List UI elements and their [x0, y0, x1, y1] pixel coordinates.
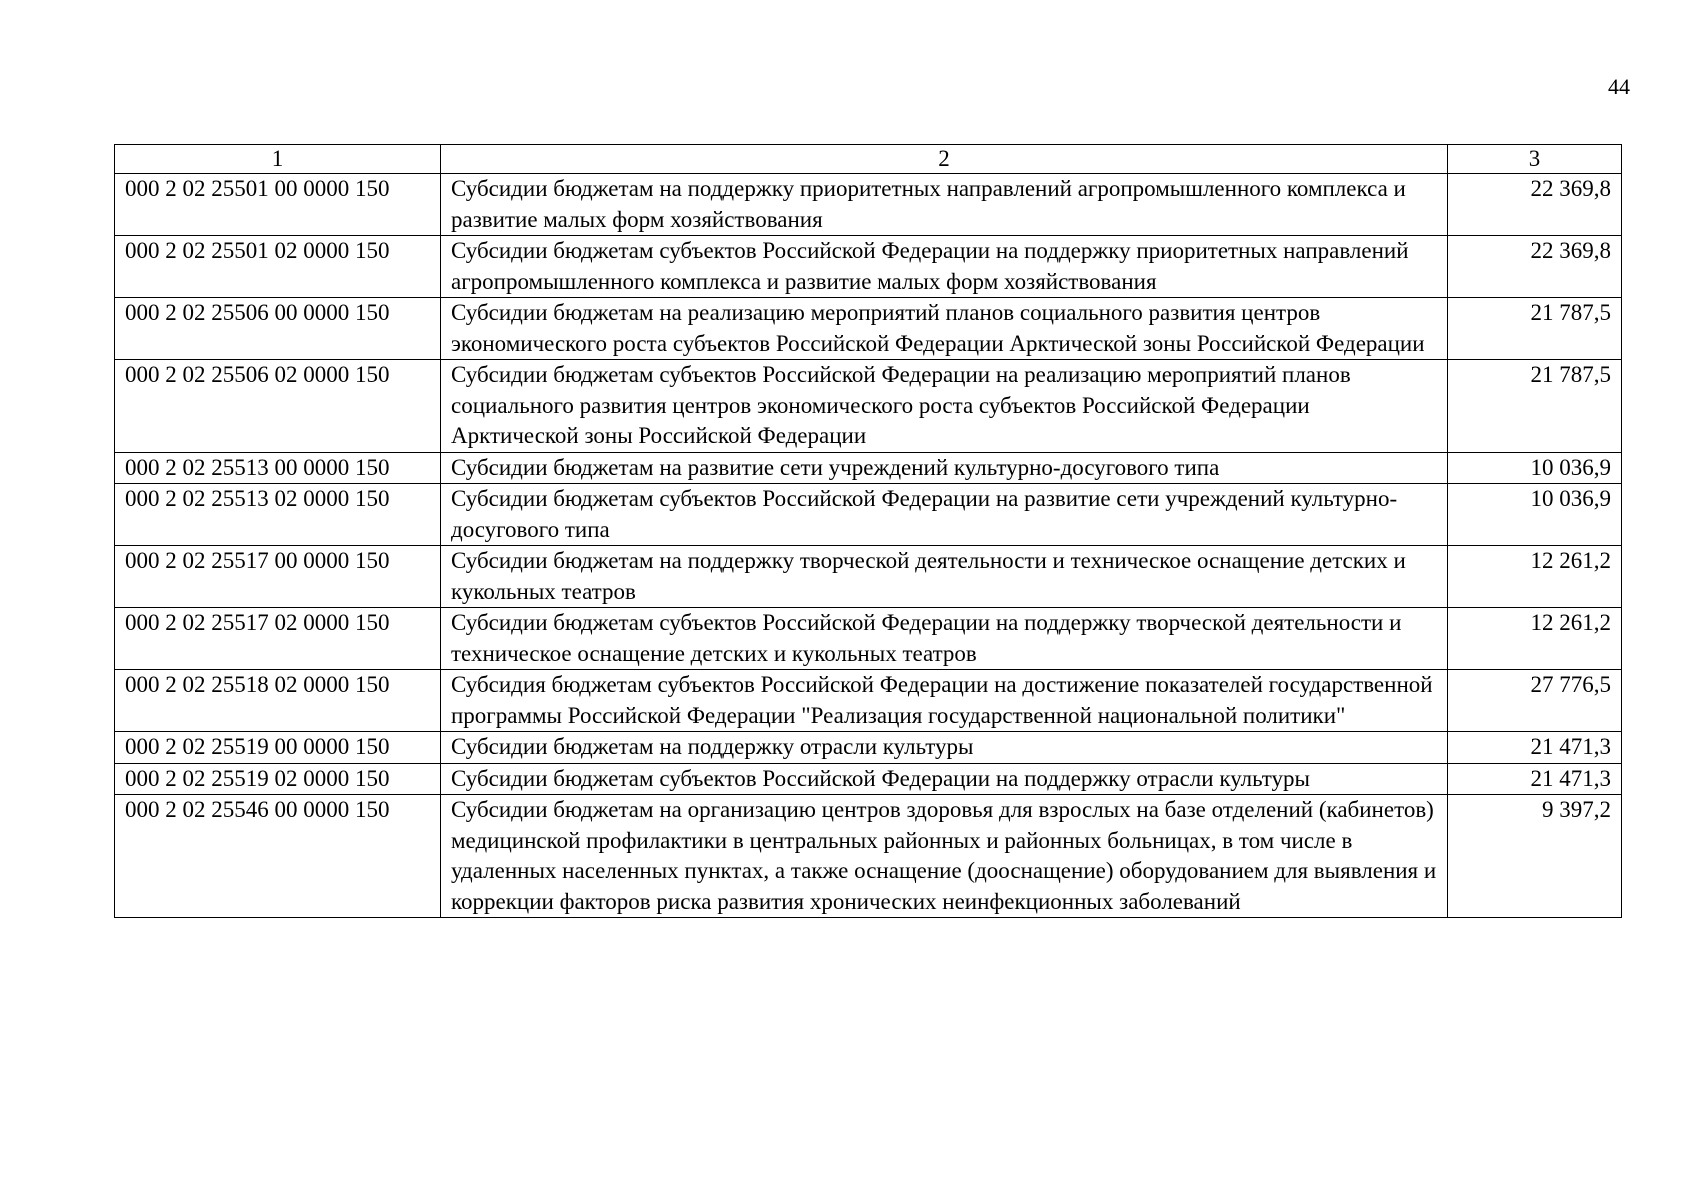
amount-cell: 9 397,2	[1448, 795, 1622, 918]
column-header-amount: 3	[1448, 145, 1622, 174]
budget-table	[114, 144, 1622, 918]
table-row	[115, 452, 1622, 484]
table-header-row	[115, 145, 1622, 174]
amount-cell: 21 787,5	[1448, 360, 1622, 453]
table-row	[115, 763, 1622, 795]
description-cell: Субсидии бюджетам субъектов Российской Федерации на поддержку приоритетных направлений агропромышленного комплекса и развитие малых форм хозяйствования	[441, 236, 1448, 298]
table-row	[115, 608, 1622, 670]
table-row	[115, 546, 1622, 608]
amount-cell: 27 776,5	[1448, 670, 1622, 732]
description-cell: Субсидия бюджетам субъектов Российской Федерации на достижение показателей государственной программы Российской Федерации "Реализация государственной национальной политики"	[441, 670, 1448, 732]
description-cell: Субсидии бюджетам на поддержку творческой деятельности и техническое оснащение детских и кукольных театров	[441, 546, 1448, 608]
description-cell: Субсидии бюджетам на развитие сети учреждений культурно-досугового типа	[441, 452, 1448, 484]
budget-code-cell: 000 2 02 25513 02 0000 150	[115, 484, 441, 546]
amount-cell: 10 036,9	[1448, 484, 1622, 546]
amount-cell: 22 369,8	[1448, 174, 1622, 236]
budget-code-cell: 000 2 02 25546 00 0000 150	[115, 795, 441, 918]
amount-cell: 21 471,3	[1448, 732, 1622, 764]
description-cell: Субсидии бюджетам на поддержку отрасли культуры	[441, 732, 1448, 764]
budget-code-cell: 000 2 02 25519 02 0000 150	[115, 763, 441, 795]
budget-code-cell: 000 2 02 25506 00 0000 150	[115, 298, 441, 360]
amount-cell: 12 261,2	[1448, 608, 1622, 670]
budget-code-cell: 000 2 02 25519 00 0000 150	[115, 732, 441, 764]
column-header-name: 2	[441, 145, 1448, 174]
budget-code-cell: 000 2 02 25501 00 0000 150	[115, 174, 441, 236]
amount-cell: 12 261,2	[1448, 546, 1622, 608]
table-row	[115, 236, 1622, 298]
page-number: 44	[1608, 74, 1630, 99]
description-cell: Субсидии бюджетам на поддержку приоритетных направлений агропромышленного комплекса и развитие малых форм хозяйствования	[441, 174, 1448, 236]
table-row	[115, 360, 1622, 453]
table-row	[115, 484, 1622, 546]
budget-code-cell: 000 2 02 25518 02 0000 150	[115, 670, 441, 732]
budget-code-cell: 000 2 02 25513 00 0000 150	[115, 452, 441, 484]
budget-code-cell: 000 2 02 25501 02 0000 150	[115, 236, 441, 298]
amount-cell: 21 471,3	[1448, 763, 1622, 795]
table-row	[115, 174, 1622, 236]
amount-cell: 21 787,5	[1448, 298, 1622, 360]
table-row	[115, 670, 1622, 732]
table-row	[115, 795, 1622, 918]
description-cell: Субсидии бюджетам субъектов Российской Федерации на развитие сети учреждений культурно-досугового типа	[441, 484, 1448, 546]
table-row	[115, 732, 1622, 764]
budget-code-cell: 000 2 02 25517 02 0000 150	[115, 608, 441, 670]
table-body	[115, 174, 1622, 918]
description-cell: Субсидии бюджетам на реализацию мероприятий планов социального развития центров экономического роста субъектов Российской Федерации Арктической зоны Российской Федерации	[441, 298, 1448, 360]
column-header-code: 1	[115, 145, 441, 174]
amount-cell: 22 369,8	[1448, 236, 1622, 298]
description-cell: Субсидии бюджетам на организацию центров здоровья для взрослых на базе отделений (кабинетов) медицинской профилактики в центральных районных и районных больницах, в том числе в удаленных населенных пунктах, а также оснащение (дооснащение) оборудованием для выявления и коррекции факторов риска развития хронических неинфекционных заболеваний	[441, 795, 1448, 918]
budget-code-cell: 000 2 02 25517 00 0000 150	[115, 546, 441, 608]
description-cell: Субсидии бюджетам субъектов Российской Федерации на реализацию мероприятий планов социального развития центров экономического роста субъектов Российской Федерации Арктической зоны Российской Федерации	[441, 360, 1448, 453]
amount-cell: 10 036,9	[1448, 452, 1622, 484]
budget-code-cell: 000 2 02 25506 02 0000 150	[115, 360, 441, 453]
table-row	[115, 298, 1622, 360]
description-cell: Субсидии бюджетам субъектов Российской Федерации на поддержку творческой деятельности и техническое оснащение детских и кукольных театров	[441, 608, 1448, 670]
description-cell: Субсидии бюджетам субъектов Российской Федерации на поддержку отрасли культуры	[441, 763, 1448, 795]
